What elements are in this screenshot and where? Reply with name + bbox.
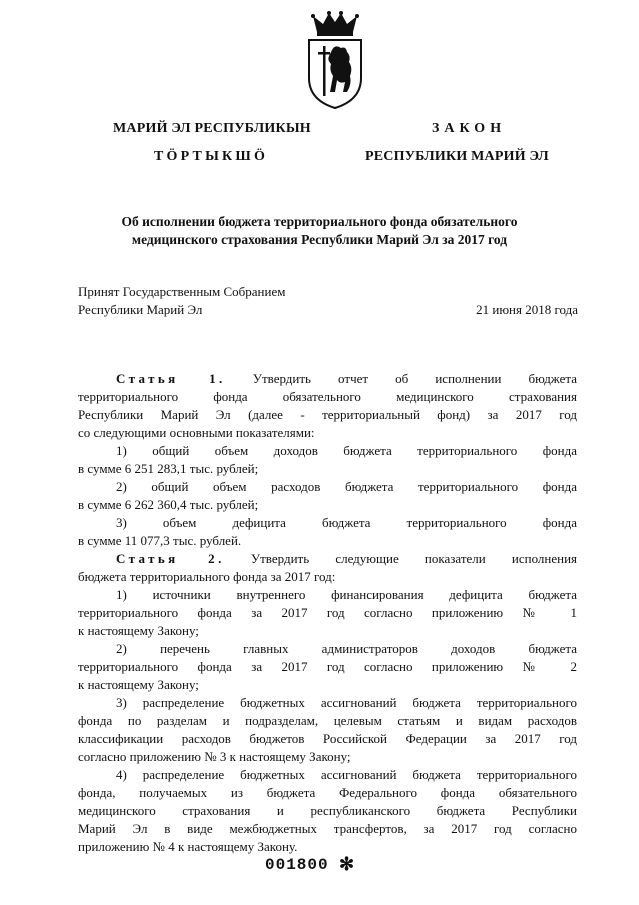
body-line: со следующими основными показателями: (78, 425, 315, 440)
asterisk-icon: ✻ (339, 854, 355, 874)
header-right-line1: ЗАКОН (432, 121, 507, 136)
body-line: 2) перечень главных администраторов доходов бюджета (116, 641, 577, 656)
adopted-by-line2 (78, 300, 578, 319)
adoption-date: 21 июня 2018 года (476, 302, 578, 317)
document-number: 001800 (265, 856, 329, 874)
law-title-line2: медицинского страхования Республики Марий Эл за 2017 год (131, 232, 508, 247)
article-1-line (78, 370, 577, 388)
body-line: 1) общий объем доходов бюджета территориального фонда (116, 443, 577, 458)
body-line: фонда, получаемых из бюджета Федерального фонда обязательного (78, 785, 577, 800)
body-line: 4) распределение бюджетных ассигнований бюджета территориального (116, 767, 577, 782)
article-2-text: Утвердить следующие показатели исполнения (250, 551, 578, 566)
header-left-line2: ТӦРТЫКШӦ (154, 149, 269, 164)
body-line: Республики Марий Эл (далее - территориальный фонд) за 2017 год (78, 407, 577, 422)
body-line: 2) общий объем расходов бюджета территориального фонда (116, 479, 577, 494)
body-line: в сумме 11 077,3 тыс. рублей. (78, 533, 242, 548)
body-line: 3) объем дефицита бюджета территориального фонда (116, 515, 577, 530)
adopted-by-body: Республики Марий Эл (78, 302, 203, 317)
body-line: классификации расходов бюджетов Российской Федерации за 2017 год (78, 731, 577, 746)
body-line: в сумме 6 251 283,1 тыс. рублей; (78, 461, 259, 476)
body-line: Марий Эл в виде межбюджетных трансфертов, за 2017 год согласно (78, 821, 577, 836)
body-line: приложению № 4 к настоящему Закону. (78, 839, 298, 854)
body-line: к настоящему Закону; (78, 623, 199, 638)
header-left-line1: МАРИЙ ЭЛ РЕСПУБЛИКЫН (113, 121, 311, 136)
body-line: 1) источники внутреннего финансирования дефицита бюджета (116, 587, 577, 602)
law-title-line1: Об исполнении бюджета территориального фонда обязательного (121, 214, 518, 229)
body-line: территориального фонда обязательного медицинского страхования (78, 389, 577, 404)
body-line: фонда по разделам и подразделам, целевым статьям и видам расходов (78, 713, 577, 728)
body-line: согласно приложению № 3 к настоящему Закону; (78, 749, 351, 764)
coat-of-arms-icon (299, 10, 371, 110)
body-line: территориального фонда за 2017 год согласно приложению № 2 (78, 659, 577, 674)
adopted-by-line1: Принят Государственным Собранием (78, 284, 286, 299)
article-2-line (78, 550, 577, 568)
body-line: в сумме 6 262 360,4 тыс. рублей; (78, 497, 259, 512)
article-2-label: Статья 2. (116, 551, 225, 566)
body-line: медицинского страхования и республиканского бюджета Республики (78, 803, 577, 818)
article-1-label: Статья 1. (116, 371, 226, 386)
body-line: бюджета территориального фонда за 2017 год: (78, 569, 336, 584)
article-1-text: Утвердить отчет об исполнении бюджета (252, 371, 577, 386)
body-line: территориального фонда за 2017 год согласно приложению № 1 (78, 605, 577, 620)
header-right-line2: РЕСПУБЛИКИ МАРИЙ ЭЛ (365, 149, 549, 164)
body-line: к настоящему Закону; (78, 677, 199, 692)
body-line: 3) распределение бюджетных ассигнований бюджета территориального (116, 695, 577, 710)
